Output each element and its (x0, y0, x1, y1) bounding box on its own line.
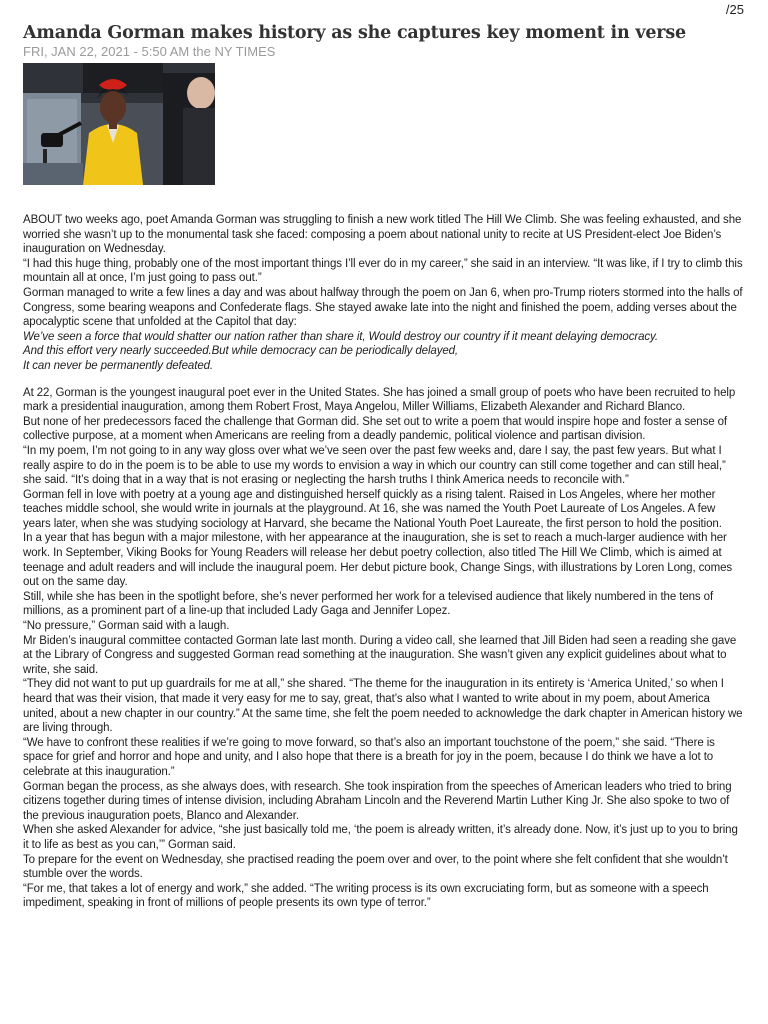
article-headline: Amanda Gorman makes history as she captures key moment in verse (23, 23, 686, 43)
article-paragraph: “They did not want to put up guardrails for me at all,” she shared. “The theme for the inauguration in its entirety is ‘America United,’ so when I heard that was their vision, that made it very easy for me to say, great, that’s also what I wanted to write about in my poem, about America united, about a new chapter in our country.” At the same time, she felt the poem needed to acknowledge the dark chapter in American history we are living through. (23, 678, 743, 735)
article-paragraph: In a year that has begun with a major milestone, with her appearance at the inauguration, she is set to reach a much-larger audience with her work. In September, Viking Books for Young Readers will release her debut poetry collection, also titled The Hill We Climb, which is aimed at teenage and adult readers and will include the inaugural poem. Her debut picture book, Change Sings, with illustrations by Loren Long, comes out on the same day. (23, 532, 733, 589)
article-photo (23, 63, 215, 185)
poem-excerpt-line: And this effort very nearly succeeded.But while democracy can be periodically delayed, (23, 345, 459, 358)
article-paragraph: Still, while she has been in the spotlight before, she’s never performed her work for a televised audience that likely numbered in the tens of millions, as a prominent part of a line-up that included Lady Gaga and Jennifer Lopez. (23, 590, 714, 618)
article-paragraph: But none of her predecessors faced the challenge that Gorman did. She set out to write a poem that would inspire hope and foster a sense of collective purpose, at a moment when Americans are reeling from a deadly pandemic, political violence and partisan division. (23, 415, 728, 443)
article-paragraph: Mr Biden’s inaugural committee contacted Gorman late last month. During a video call, she learned that Jill Biden had seen a reading she gave at the Library of Congress and suggested Gorman read something at the inauguration. She wasn’t given any explicit guidelines about what to write, she said. (23, 634, 737, 676)
article-paragraph: To prepare for the event on Wednesday, she practised reading the poem over and over, to the point where she felt confident that she wouldn’t stumble over the words. (23, 853, 728, 881)
paragraph-spacer (23, 374, 745, 386)
article-body (23, 213, 745, 911)
article-paragraph: Gorman began the process, as she always does, with research. She took inspiration from the speeches of American leaders who tried to bring citizens together during times of intense division, including Abraham Lincoln and the Reverend Martin Luther King Jr. She also spoke to two of the previous inauguration poets, Blanco and Alexander. (23, 780, 732, 822)
article-paragraph: Gorman managed to write a few lines a day and was about halfway through the poem on Jan 6, when pro-Trump rioters stormed into the halls of Congress, some bearing weapons and Confederate flags. She stayed awake late into the night and finished the poem, adding verses about the apocalyptic scene that unfolded at the Capitol that day: (23, 286, 743, 329)
article-paragraph: “No pressure,” Gorman said with a laugh. (23, 620, 230, 633)
article-paragraph: Gorman fell in love with poetry at a young age and distinguished herself quickly as a rising talent. Raised in Los Angeles, where her mother teaches middle school, she would write in journals at the playground. At 16, she was named the Youth Poet Laureate of Los Angeles. A few years later, when she was studying sociology at Harvard, she became the National Youth Poet Laureate, the first person to hold the position. (23, 488, 722, 530)
article-dateline: FRI, JAN 22, 2021 - 5:50 AM the NY TIMES (23, 44, 276, 59)
article-paragraph: “I had this huge thing, probably one of the most important things I’ll ever do in my career,” she said in an interview. “It was like, if I try to climb this mountain all at once, I’m just going to pass out.” (23, 257, 743, 285)
article-paragraph: “We have to confront these realities if we’re going to move forward, so that’s also an important touchstone of the poem,” she said. “There is space for grief and horror and hope and unity, and I also hope that there is a breath for joy in the poem, because I do think we have a lot to celebrate at this inauguration.” (23, 736, 715, 778)
article-paragraph: ABOUT two weeks ago, poet Amanda Gorman was struggling to finish a new work titled The Hill We Climb. She was feeling exhausted, and she worried she wasn’t up to the monumental task she faced: composing a poem about national unity to recite at US President-elect Joe Biden’s inauguration on Wednesday. (23, 214, 742, 256)
article-paragraph: “For me, that takes a lot of energy and work,” she added. “The writing process is its own excruciating form, but as someone with a speech impediment, speaking in front of millions of people presents its own type of terror.” (23, 882, 709, 910)
page-number: /25 (725, 2, 744, 17)
article-paragraph: When she asked Alexander for advice, “she just basically told me, ‘the poem is already written, it’s already done. Now, it’s just up to you to bring it to life as best as you can,’” Gorman said. (23, 824, 738, 851)
article-paragraph: At 22, Gorman is the youngest inaugural poet ever in the United States. She has joined a small group of poets who have been recruited to help mark a presidential inauguration, among them Robert Frost, Maya Angelou, Miller Williams, Elizabeth Alexander and Richard Blanco. (23, 386, 736, 414)
poem-excerpt-line: It can never be permanently defeated. (23, 359, 214, 372)
poem-excerpt-line: We’ve seen a force that would shatter our nation rather than share it, Would destroy our country if it meant delaying democracy. (23, 330, 658, 343)
article-paragraph: “In my poem, I’m not going to in any way gloss over what we’ve seen over the past few weeks and, dare I say, the past few years. But what I really aspire to do in the poem is to be able to use my words to envision a way in which our country can still come together and can still heal,” she said. “It’s doing that in a way that is not erasing or neglecting the harsh truths I think America needs to reconcile with.” (23, 444, 726, 487)
